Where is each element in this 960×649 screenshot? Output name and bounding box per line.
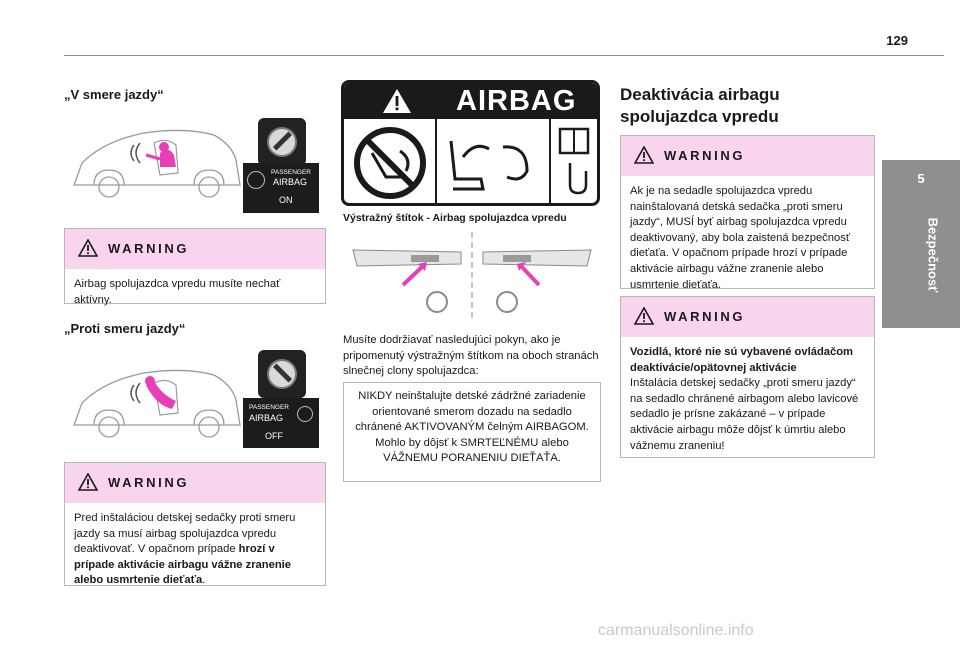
warning-triangle-icon bbox=[78, 239, 98, 257]
label2-line1: PASSENGER bbox=[249, 404, 289, 411]
warning-triangle-icon bbox=[382, 88, 412, 114]
warning-body-text: Inštalácia detskej sedačky „proti smeru jazdy“ na sedadlo chránené airbagom alebo lavicové sedadlo je prísne zakázané – v prípade aktivácie airbagu môže dôjsť k úmrtiu alebo vážnemu zraneniu! bbox=[630, 377, 859, 452]
warning-header bbox=[621, 297, 874, 337]
never-install-notice: NIKDY neinštalujte detské zádržné zariadenie orientované smerom dozadu na sedadlo chránené AKTIVOVANÝM čelným AIRBAGOM. Mohlo by dôjsť k SMRTEĽNÉMU alebo VÁŽNEMU PORANENIU DIEŤAŤA. bbox=[343, 382, 601, 482]
label1-line1: PASSENGER bbox=[271, 169, 311, 176]
header-rule bbox=[64, 55, 944, 56]
warning-text: Airbag spolujazdca vpredu musíte nechať aktívny. bbox=[74, 278, 281, 306]
visor-instruction-text: Musíte dodržiavať nasledujúci pokyn, ako je pripomenutý výstražným štítkom na oboch stranách slnečnej clony spolujazdca: bbox=[343, 334, 599, 378]
no-rear-seat-icon bbox=[352, 125, 428, 201]
label2-line2: AIRBAG bbox=[249, 413, 284, 423]
warning-text bbox=[621, 337, 874, 464]
page-number: 129 bbox=[886, 33, 908, 48]
warning-triangle-icon bbox=[634, 307, 654, 325]
key-switch-on-icon bbox=[258, 118, 306, 166]
key-switch-off-icon bbox=[258, 350, 306, 398]
label2-state: OFF bbox=[265, 431, 283, 441]
warning-heading: WARNING bbox=[108, 241, 190, 256]
airbag-label-caption: Výstražný štítok - Airbag spolujazdca vpredu bbox=[343, 212, 567, 224]
warning-triangle-icon bbox=[634, 146, 654, 164]
manual-read-icon bbox=[556, 127, 592, 199]
deactivation-title: Deaktivácia airbagu spolujazdca vpredu bbox=[620, 85, 780, 126]
warning-text-end: . bbox=[202, 574, 206, 587]
sun-visor-illustration bbox=[343, 230, 601, 322]
airbag-warning-label bbox=[341, 80, 600, 206]
passenger-airbag-off-label bbox=[243, 398, 319, 448]
warning-header bbox=[621, 136, 874, 176]
warning-bold-text: Vozidlá, ktoré nie sú vybavené ovládačom deaktivácie/opätovnej aktivácie bbox=[630, 346, 854, 374]
chapter-number: 5 bbox=[917, 171, 925, 186]
section-title-rearward: „Proti smeru jazdy“ bbox=[64, 321, 186, 336]
warning-box-no-switch bbox=[620, 296, 875, 458]
warning-header bbox=[65, 463, 325, 503]
warning-heading: WARNING bbox=[664, 309, 746, 324]
label1-line2: AIRBAG bbox=[273, 177, 308, 187]
watermark: carmanualsonline.info bbox=[598, 622, 754, 639]
warning-box-deactivate bbox=[64, 462, 326, 586]
warning-text bbox=[65, 503, 325, 599]
warning-text-bold: hrozí v prípade aktivácie airbagu vážne zranenie alebo usmrtenie dieťaťa bbox=[74, 543, 292, 587]
warning-header bbox=[65, 229, 325, 269]
chapter-name: Bezpečnosť bbox=[925, 217, 941, 293]
warning-box-rearward-seat bbox=[620, 135, 875, 289]
passenger-airbag-on-label bbox=[243, 163, 319, 213]
label1-state: ON bbox=[279, 195, 293, 205]
warning-heading: WARNING bbox=[108, 475, 190, 490]
airbag-label-header bbox=[344, 83, 597, 119]
warning-text-a: Pred inštaláciou detskej sedačky proti smeru jazdy sa musí airbag spolujazdca vpredu deaktivovať. V opačnom prípade bbox=[74, 512, 296, 556]
seat-airbag-deploy-icon bbox=[441, 127, 543, 199]
warning-text: Ak je na sedadle spolujazdca vpredu nainštalovaná detská sedačka „proti smeru jazdy“, MUSÍ byť airbag spolujazdca vpredu deaktivovaný, aby bola zaistená bezpečnosť dieťaťa. V opačnom prípade hrozí v prípade aktivácie airbagu vážne zranenie alebo usmrtenie dieťaťa. bbox=[630, 185, 851, 291]
section-title-forward: „V smere jazdy“ bbox=[64, 87, 164, 102]
airbag-label-title: AIRBAG bbox=[456, 85, 577, 117]
warning-heading: WARNING bbox=[664, 148, 746, 163]
chapter-tab[interactable] bbox=[882, 160, 960, 328]
warning-triangle-icon bbox=[78, 473, 98, 491]
warning-box-keep-airbag bbox=[64, 228, 326, 304]
